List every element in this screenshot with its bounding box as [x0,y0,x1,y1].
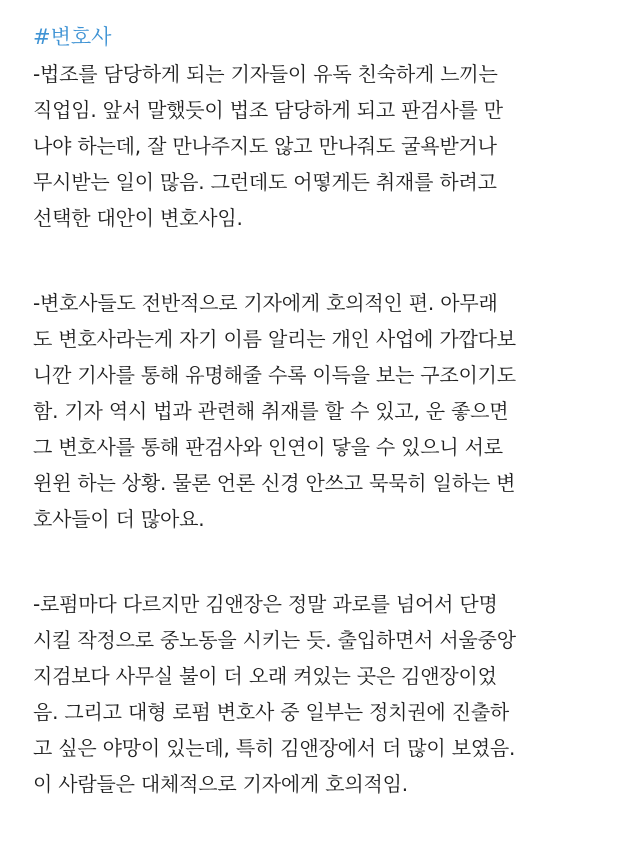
text-line: 윈윈 하는 상황. 물론 언론 신경 안쓰고 묵묵히 일하는 변 [33,471,516,495]
text-line: 나야 하는데, 잘 만나주지도 않고 만나줘도 굴욕받거나 [33,134,497,158]
text-line: 니깐 기사를 통해 유명해줄 수록 이득을 보는 구조이기도 [33,363,516,387]
text-line: 무시받는 일이 많음. 그런데도 어떻게든 취재를 하려고 [33,170,497,194]
paragraph-spacer [33,236,623,285]
text-line: -법조를 담당하게 되는 기자들이 유독 친숙하게 느끼는 [33,62,498,86]
text-line: 선택한 대안이 변호사임. [33,206,243,230]
text-line: 음. 그리고 대형 로펌 변호사 중 일부는 정치권에 진출하 [33,700,510,724]
text-line: 그 변호사를 통해 판검사와 인연이 닿을 수 있으니 서로 [33,435,503,459]
post-body [33,18,623,802]
paragraph-spacer [33,537,623,586]
hashtag-link[interactable]: #변호사 [33,25,112,49]
text-line: 이 사람들은 대체적으로 기자에게 호의적임. [33,772,408,796]
paragraph-3 [33,586,623,802]
text-line: 직업임. 앞서 말했듯이 법조 담당하게 되고 판검사를 만 [33,98,503,122]
text-line: 시킬 작정으로 중노동을 시키는 듯. 출입하면서 서울중앙 [33,628,516,652]
paragraph-2 [33,285,623,537]
text-line: 함. 기자 역시 법과 관련해 취재를 할 수 있고, 운 좋으면 [33,399,509,423]
text-line: 도 변호사라는게 자기 이름 알리는 개인 사업에 가깝다보 [33,327,516,351]
text-line: 고 싶은 야망이 있는데, 특히 김앤장에서 더 많이 보였음. [33,736,516,760]
text-line: -로펌마다 다르지만 김앤장은 정말 과로를 넘어서 단명 [33,592,498,616]
text-line: 지검보다 사무실 불이 더 오래 켜있는 곳은 김앤장이었 [33,664,497,688]
paragraph-1 [33,56,623,236]
text-line: 호사들이 더 많아요. [33,507,205,531]
text-line: -변호사들도 전반적으로 기자에게 호의적인 편. 아무래 [33,291,498,315]
